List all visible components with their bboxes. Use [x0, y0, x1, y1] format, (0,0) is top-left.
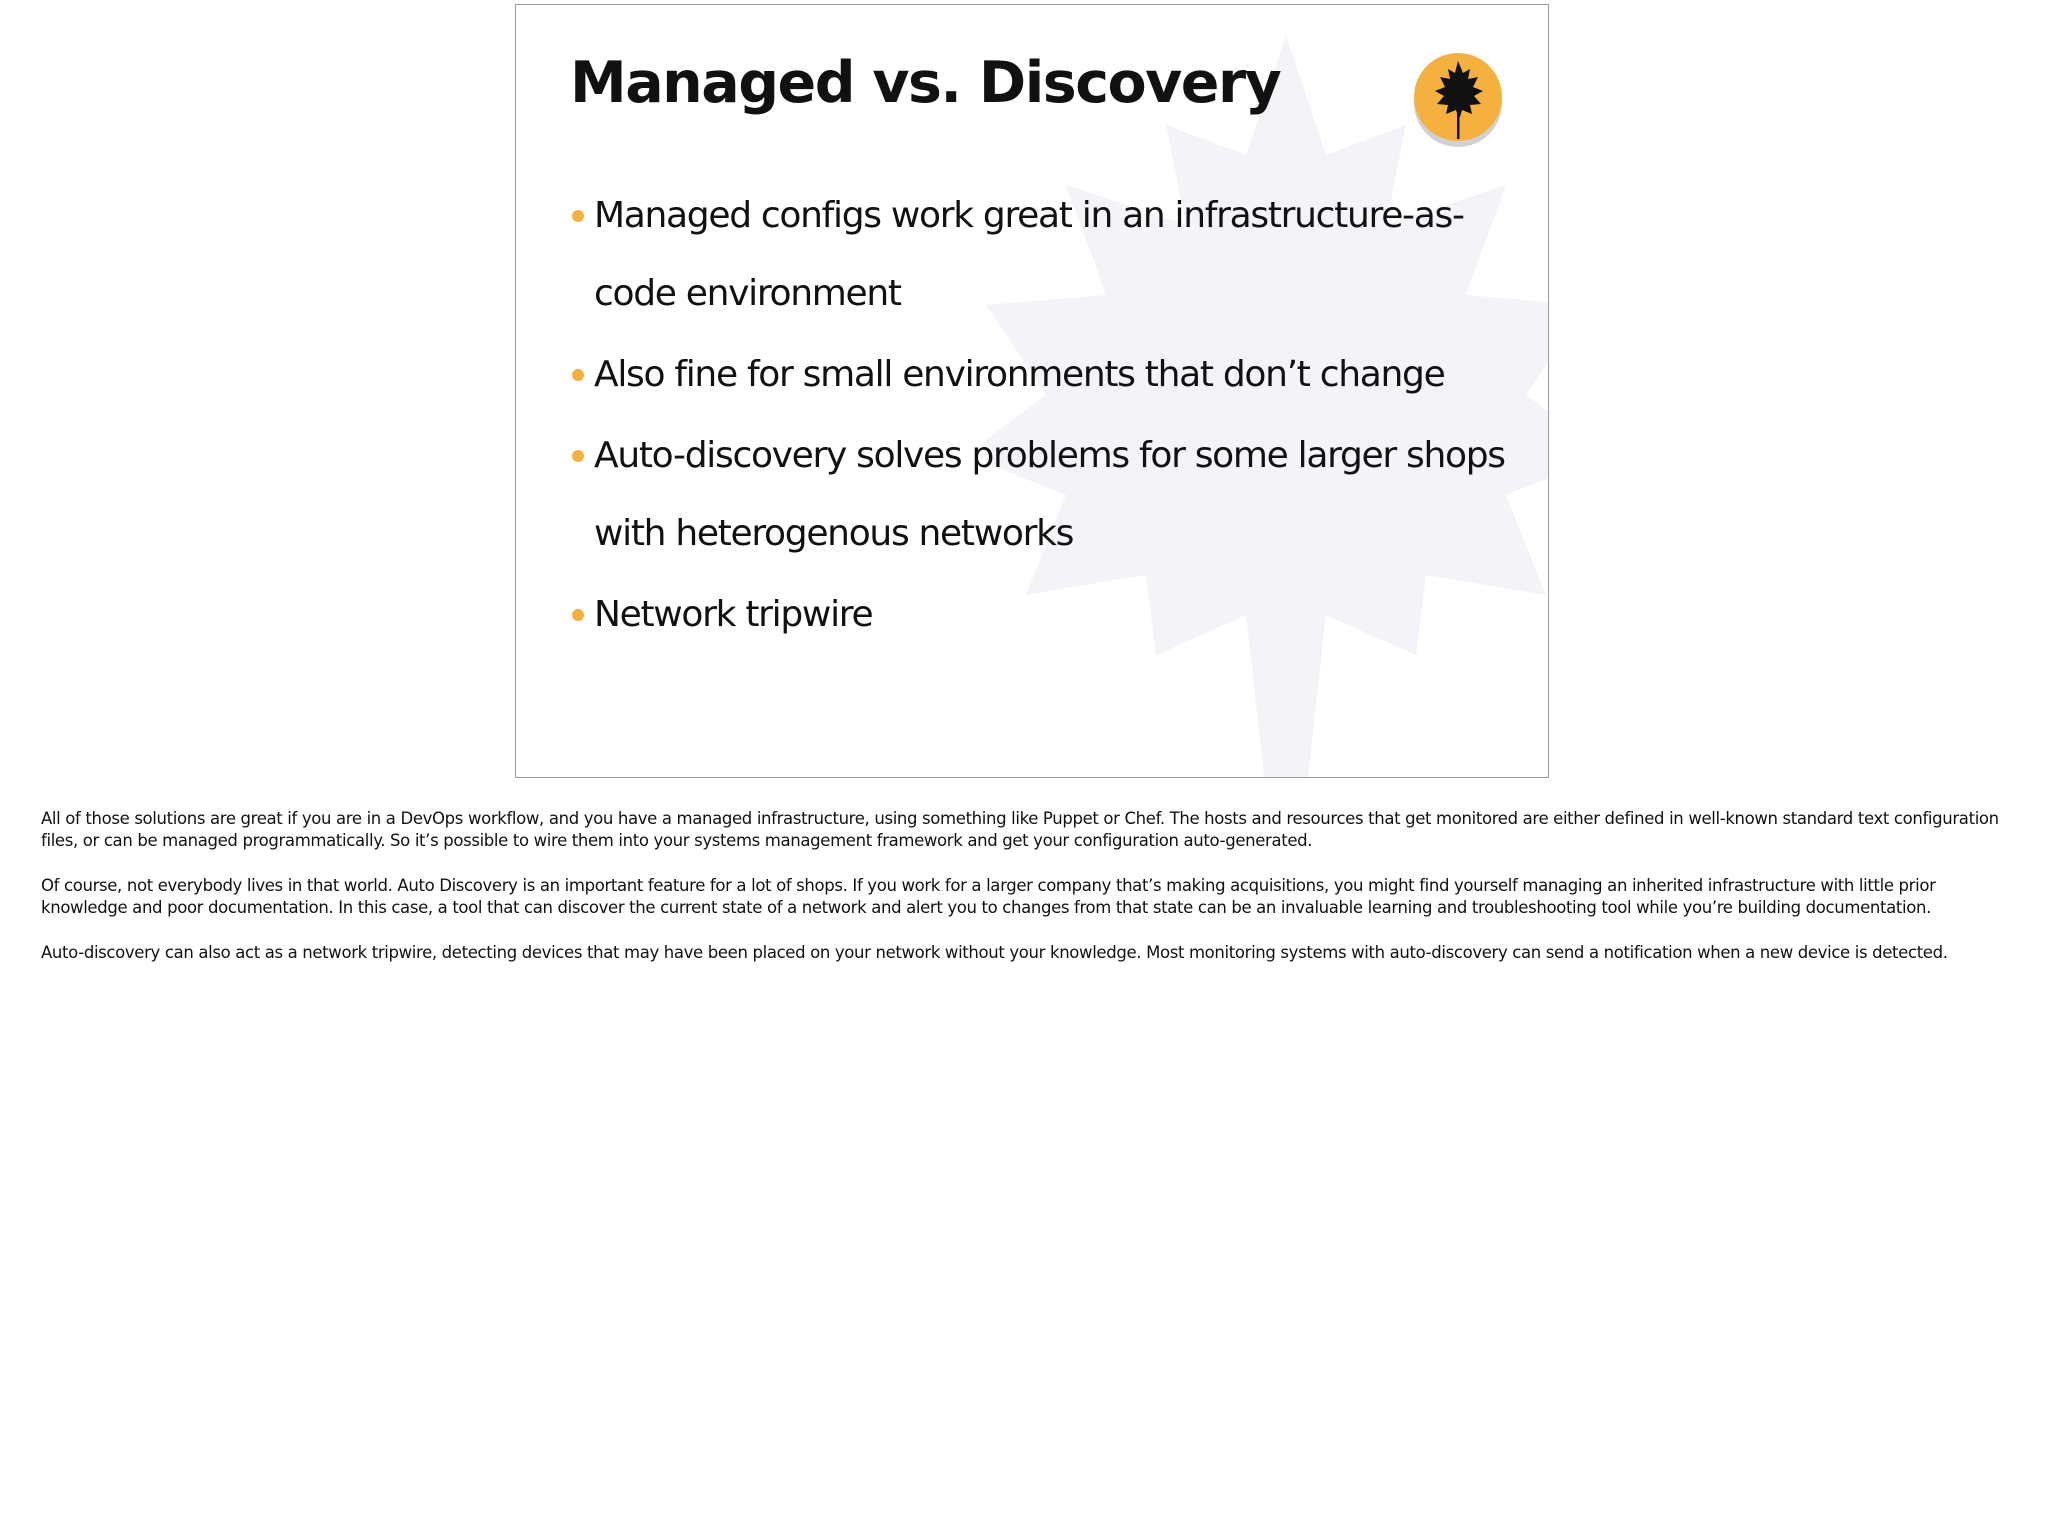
bullet-dot-icon — [572, 450, 584, 462]
bullet-item — [570, 336, 1530, 414]
bullet-text: Also fine for small environments that don’t change — [594, 354, 1445, 395]
bullet-item — [570, 177, 1530, 333]
notes-paragraph: All of those solutions are great if you are in a DevOps workflow, and you have a managed infrastructure, using something like Puppet or Chef. The hosts and resources that get monitored are either defined in well-known standard text configuration files, or can be managed programmatically. So it’s possible to wire them into your systems management framework and get your configuration auto-generated. — [41, 809, 1999, 850]
bullet-item — [570, 417, 1530, 573]
bullet-text: Network tripwire — [594, 594, 873, 635]
slide-title: Managed vs. Discovery — [570, 50, 1281, 116]
bullet-dot-icon — [572, 210, 584, 222]
bullet-dot-icon — [572, 369, 584, 381]
bullet-text: Auto-discovery solves problems for some larger shops with heterogenous networks — [594, 435, 1505, 554]
bullet-text: Managed configs work great in an infrastructure-as-code environment — [594, 195, 1464, 314]
bullet-item — [570, 576, 1530, 654]
bullet-dot-icon — [572, 609, 584, 621]
notes-paragraph: Auto-discovery can also act as a network tripwire, detecting devices that may have been placed on your network without your knowledge. Most monitoring systems with auto-discovery can send a notification when a new device is detected. — [41, 943, 1948, 962]
oak-leaf-icon — [1412, 51, 1504, 151]
presenter-notes — [41, 808, 2016, 987]
bullet-list — [570, 177, 1530, 657]
notes-paragraph: Of course, not everybody lives in that world. Auto Discovery is an important feature for a lot of shops. If you work for a larger company that’s making acquisitions, you might find yourself managing an inherited infrastructure with little prior knowledge and poor documentation. In this case, a tool that can discover the current state of a network and alert you to changes from that state can be an invaluable learning and troubleshooting tool while you’re building documentation. — [41, 876, 1936, 917]
slide-canvas — [515, 4, 1549, 778]
